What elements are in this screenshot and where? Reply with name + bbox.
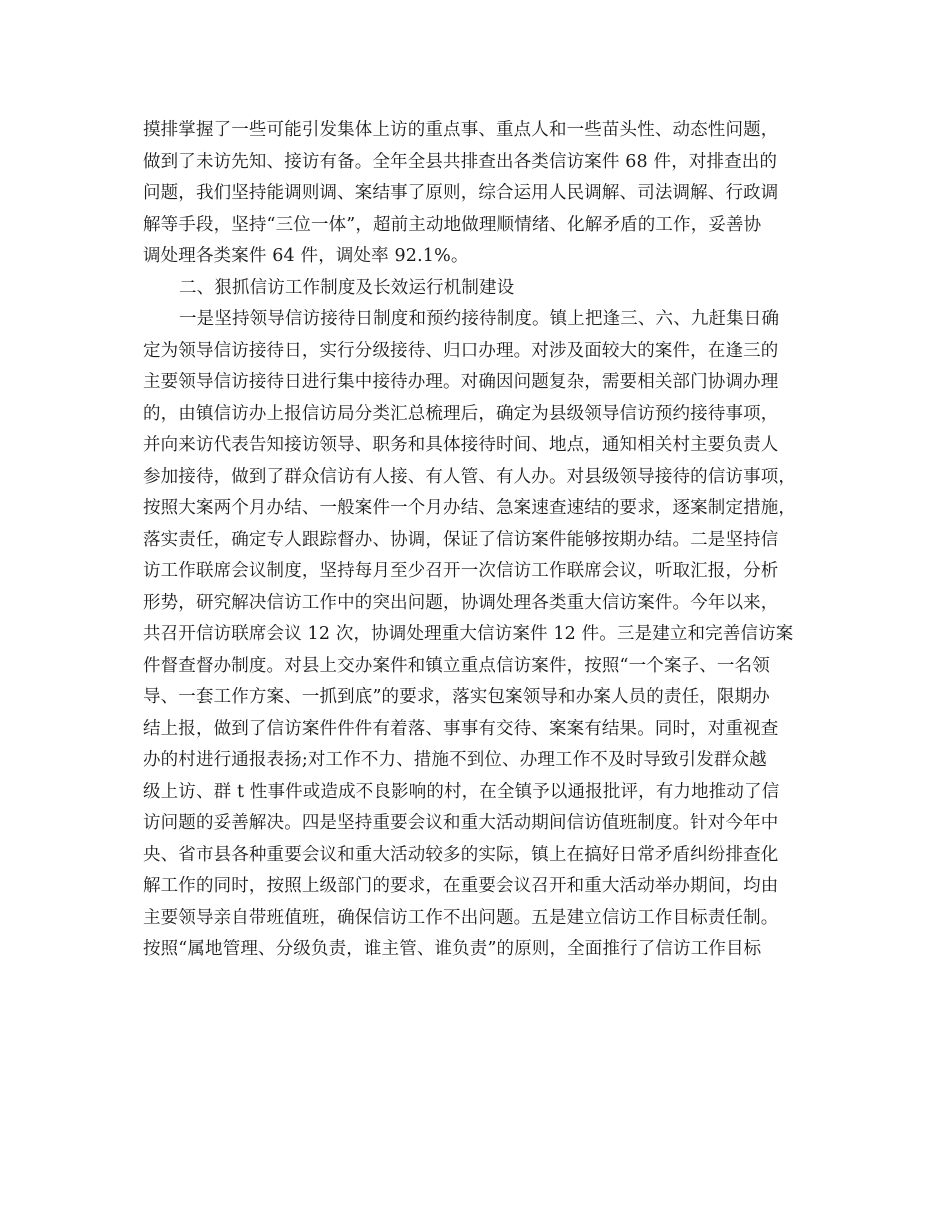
text-line: 落实责任，确定专人跟踪督办、协调，保证了信访案件能够按期办结。二是坚持信 [143,529,779,550]
text-line: 解等手段，坚持“三位一体”，超前主动地做理顺情绪、化解矛盾的工作，妥善协 [143,214,762,235]
text-line: 并向来访代表告知接访领导、职务和具体接待时间、地点，通知相关村主要负责人 [143,435,779,455]
text-line: 按照“属地管理、分级负责，谁主管、谁负责”的原则，全面推行了信访工作目标 [143,939,762,959]
text-line: 级上访、群 t 性事件或造成不良影响的村，在全镇予以通报批评，有力地推动了信 [143,781,780,802]
text-line: 的，由镇信访办上报信访局分类汇总梳理后，确定为县级领导信访预约接待事项， [143,403,779,424]
text-line: 形势，研究解决信访工作中的突出问题，协调处理各类重大信访案件。今年以来， [143,592,779,613]
text-line: 导、一套工作方案、一抓到底”的要求，落实包案领导和办案人员的责任，限期办 [143,687,770,707]
text-line: 件督查督办制度。对县上交办案件和镇立重点信访案件，按照“一个案子、一名领 [143,655,770,676]
text-line: 访工作联席会议制度，坚持每月至少召开一次信访工作联席会议，听取汇报，分析 [143,561,779,581]
text-line: 访问题的妥善解决。四是坚持重要会议和重大活动期间信访值班制度。针对今年中 [143,813,779,833]
text-line: 问题，我们坚持能调则调、案结事了原则，综合运用人民调解、司法调解、行政调 [143,183,779,203]
text-line: 央、省市县各种重要会议和重大活动较多的实际，镇上在搞好日常矛盾纠纷排查化 [143,844,779,865]
text-line: 按照大案两个月办结、一般案件一个月办结、急案速查速结的要求，逐案制定措施， [143,498,797,518]
text-line: 共召开信访联席会议 12 次，协调处理重大信访案件 12 件。三是建立和完善信访案 [143,624,794,644]
text-line: 定为领导信访接待日，实行分级接待、归口办理。对涉及面较大的案件，在逢三的 [143,340,779,361]
text-line: 主要领导亲自带班值班，确保信访工作不出问题。五是建立信访工作目标责任制。 [143,907,779,928]
text-line: 调处理各类案件 64 件，调处率 92.1%。 [143,246,469,266]
text-line: 主要领导信访接待日进行集中接待办理。对确因问题复杂，需要相关部门协调办理 [143,372,779,392]
text-line: 参加接待，做到了群众信访有人接、有人管、有人办。对县级领导接待的信访事项， [143,466,797,487]
text-line: 解工作的同时，按照上级部门的要求，在重要会议召开和重大活动举办期间，均由 [143,876,779,896]
text-line: 结上报，做到了信访案件件件有着落、事事有交待、案案有结果。同时，对重视查 [143,718,779,739]
text-line: 做到了未访先知、接访有备。全年全县共排查出各类信访案件 68 件，对排查出的 [143,151,778,172]
text-line: 摸排掌握了一些可能引发集体上访的重点事、重点人和一些苗头性、动态性问题， [143,120,779,140]
text-line: 办的村进行通报表扬;对工作不力、措施不到位、办理工作不及时导致引发群众越 [143,750,767,770]
paragraph-first-line: 二、狠抓信访工作制度及长效运行机制建设 [179,277,515,298]
paragraph-first-line: 一是坚持领导信访接待日制度和预约接待制度。镇上把逢三、六、九赶集日确 [179,309,780,329]
document-body [143,115,823,966]
